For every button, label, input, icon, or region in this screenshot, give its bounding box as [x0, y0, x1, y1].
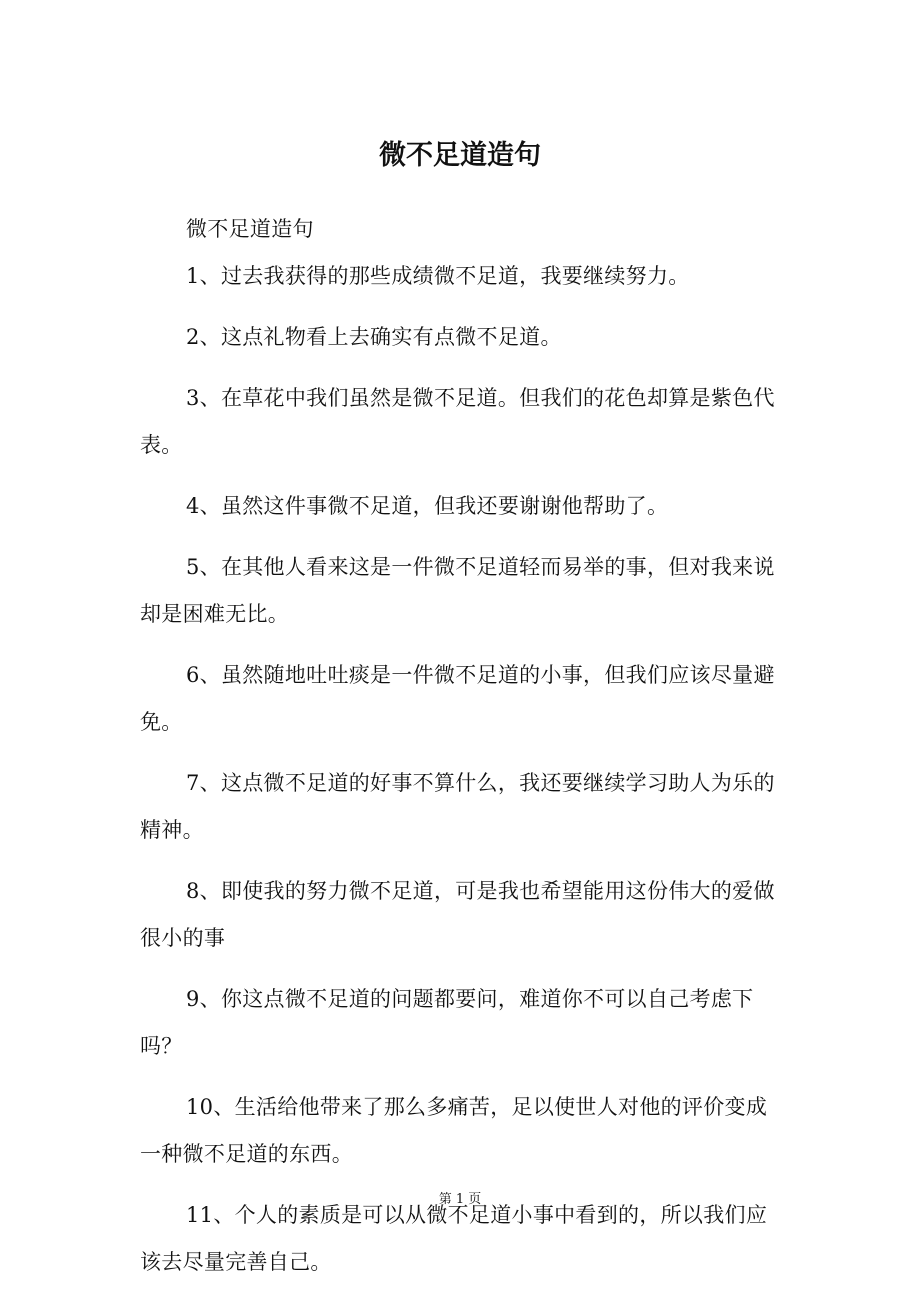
- paragraph: 9、你这点微不足道的问题都要问，难道你不可以自己考虑下吗？: [140, 987, 754, 1058]
- paragraph: 3、在草花中我们虽然是微不足道。但我们的花色却算是紫色代表。: [140, 386, 775, 457]
- paragraph: 4、虽然这件事微不足道，但我还要谢谢他帮助了。: [186, 494, 669, 518]
- document-body: [140, 206, 780, 1300]
- paragraph: 10、生活给他带来了那么多痛苦，足以使世人对他的评价变成一种微不足道的东西。: [140, 1095, 768, 1166]
- paragraph: 2、这点礼物看上去确实有点微不足道。: [186, 325, 562, 349]
- page-number: 第 1 页: [438, 1192, 482, 1207]
- document-title: 微不足道造句: [379, 140, 541, 171]
- paragraph: 8、即使我的努力微不足道，可是我也希望能用这份伟大的爱做很小的事: [140, 879, 775, 950]
- paragraph: 6、虽然随地吐吐痰是一件微不足道的小事，但我们应该尽量避免。: [140, 663, 775, 734]
- paragraph: 5、在其他人看来这是一件微不足道轻而易举的事，但对我来说却是困难无比。: [140, 555, 775, 626]
- paragraph: 7、这点微不足道的好事不算什么，我还要继续学习助人为乐的精神。: [140, 771, 775, 842]
- paragraph: 微不足道造句: [186, 217, 314, 241]
- paragraph: 1、过去我获得的那些成绩微不足道，我要继续努力。: [186, 264, 690, 288]
- paragraph: 11、个人的素质是可以从微不足道小事中看到的，所以我们应该去尽量完善自己。: [140, 1203, 768, 1274]
